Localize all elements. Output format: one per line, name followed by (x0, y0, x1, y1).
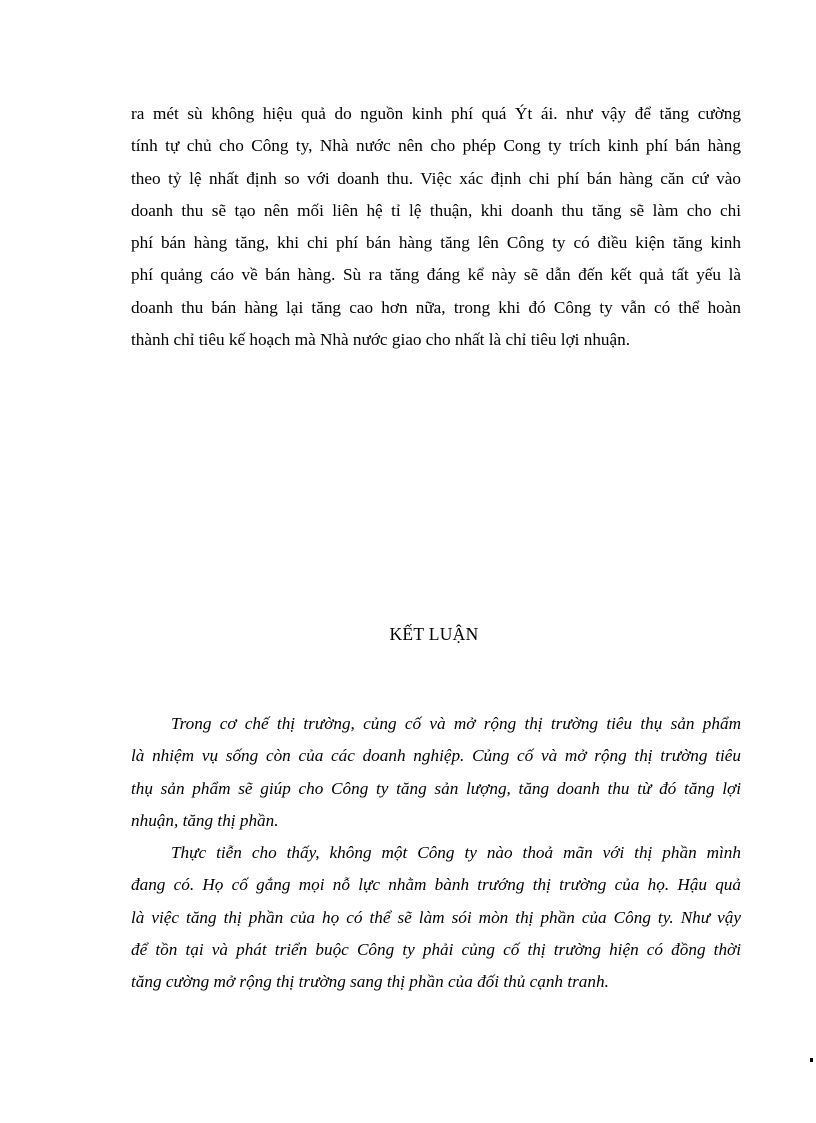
paragraph-line: là nhiệm vụ sống còn của các doanh nghiệp. Củng cố và mở rộng thị trường tiêu (131, 746, 741, 766)
section-heading: KẾT LUẬN (389, 624, 479, 644)
page-edge-mark (810, 1058, 813, 1062)
paragraph-line: để tồn tại và phát triển buộc Công ty phải củng cố thị trường hiện có đồng thời (131, 940, 741, 960)
paragraph-line: Thực tiễn cho thấy, không một Công ty nào thoả mãn với thị phần mình (171, 843, 741, 863)
paragraph-line: doanh thu sẽ tạo nên mối liên hệ tỉ lệ thuận, khi doanh thu tăng sẽ làm cho chi (131, 200, 741, 220)
paragraph-line: nhuận, tăng thị phần. (131, 810, 279, 830)
body-paragraph (131, 98, 741, 356)
paragraph-line: phí quảng cáo về bán hàng. Sù ra tăng đáng kể này sẽ dẫn đến kết quả tất yếu là (131, 265, 741, 285)
paragraph-line: tính tự chủ cho Công ty, Nhà nước nên cho phép Cong ty trích kinh phí bán hàng (131, 136, 741, 156)
paragraph-line: ra mét sù không hiệu quả do nguồn kinh phí quá Ýt ái. như vậy để tăng cường (131, 104, 741, 123)
conclusion-text (131, 708, 741, 999)
paragraph-line: thụ sản phẩm sẽ giúp cho Công ty tăng sản lượng, tăng doanh thu từ đó tăng lợi (131, 778, 741, 798)
paragraph-line: là việc tăng thị phần của họ có thể sẽ làm sói mòn thị phần của Công ty. Như vậy (131, 907, 741, 927)
paragraph-line: đang có. Họ cố gắng mọi nỗ lực nhằm bành trướng thị trường của họ. Hậu quả (131, 875, 741, 895)
paragraph-line: phí bán hàng tăng, khi chi phí bán hàng tăng lên Công ty có điều kiện tăng kinh (131, 233, 741, 253)
paragraph-line: tăng cường mở rộng thị trường sang thị phần của đối thủ cạnh tranh. (131, 972, 609, 992)
paragraph-line: thành chỉ tiêu kế hoạch mà Nhà nước giao cho nhất là chỉ tiêu lợi nhuận. (131, 330, 631, 350)
paragraph-line: Trong cơ chế thị trường, củng cố và mở rộng thị trường tiêu thụ sản phẩm (171, 714, 741, 733)
paragraph-line: doanh thu bán hàng lại tăng cao hơn nữa, trong khi đó Công ty vẫn có thể hoàn (131, 297, 741, 317)
paragraph-line: theo tỷ lệ nhất định so với doanh thu. Việc xác định chi phí bán hàng căn cứ vào (131, 168, 741, 188)
